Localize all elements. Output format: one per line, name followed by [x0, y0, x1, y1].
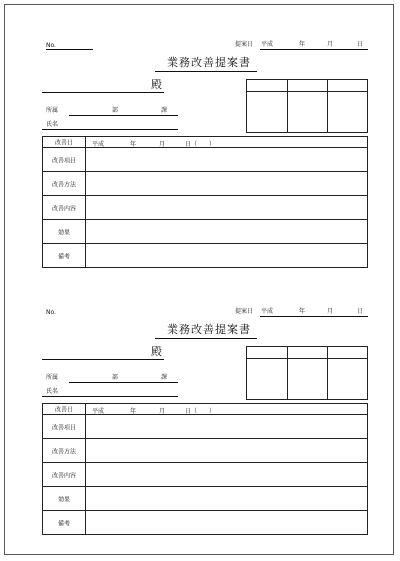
- approval-divider: [327, 347, 328, 399]
- department-field[interactable]: [69, 382, 178, 383]
- header-year: 年: [130, 141, 137, 148]
- row-label: 効果: [57, 496, 70, 503]
- row-label: 改善項目: [51, 157, 76, 164]
- proposal-date-field[interactable]: [260, 316, 368, 317]
- table-row[interactable]: [43, 244, 367, 267]
- header-year: 年: [130, 408, 137, 415]
- table-row[interactable]: [43, 172, 367, 196]
- table-row[interactable]: [43, 196, 367, 220]
- form-title: 業務改善提案書: [167, 56, 251, 69]
- improvement-table: [42, 136, 368, 268]
- bu-label: 部: [112, 107, 119, 114]
- month-label: 月: [327, 41, 334, 48]
- title-underline: [155, 71, 257, 72]
- proposal-date-label: 提案日: [235, 41, 254, 48]
- header-era: 平成: [92, 408, 105, 415]
- header-month: 月: [159, 141, 166, 148]
- no-field[interactable]: [46, 316, 93, 317]
- row-label: 備考: [57, 253, 70, 260]
- header-era: 平成: [92, 141, 105, 148]
- proposal-date-field[interactable]: [260, 49, 368, 50]
- approval-divider: [287, 80, 288, 132]
- table-row[interactable]: [43, 415, 367, 439]
- header-day: 日（ ）: [185, 408, 216, 415]
- ka-label: 課: [161, 107, 168, 114]
- name-field[interactable]: [42, 396, 178, 397]
- department-field[interactable]: [69, 115, 178, 116]
- name-label: 氏名: [46, 388, 59, 395]
- approval-divider: [327, 80, 328, 132]
- no-label: No.: [46, 42, 56, 49]
- approval-divider: [287, 347, 288, 399]
- approval-stamp-box: [246, 346, 368, 400]
- year-label: 年: [299, 308, 306, 315]
- recipient-field[interactable]: [42, 359, 164, 360]
- dono-label: 殿: [151, 78, 162, 91]
- proposal-form-2: [5, 300, 395, 560]
- table-row[interactable]: [43, 439, 367, 463]
- month-label: 月: [327, 308, 334, 315]
- dono-label: 殿: [151, 345, 162, 358]
- table-header-row: [43, 404, 367, 415]
- row-label: 改善内容: [51, 205, 76, 212]
- row-label: 改善項目: [51, 424, 76, 431]
- recipient-field[interactable]: [42, 92, 164, 93]
- day-label: 日: [357, 41, 364, 48]
- approval-header-line: [247, 358, 367, 359]
- table-row[interactable]: [43, 487, 367, 511]
- department-label: 所属: [46, 107, 59, 114]
- bu-label: 部: [112, 374, 119, 381]
- ka-label: 課: [161, 374, 168, 381]
- title-underline: [155, 338, 257, 339]
- era-label: 平成: [261, 41, 274, 48]
- table-header-row: [43, 137, 367, 148]
- row-label: 改善方法: [51, 448, 76, 455]
- improvement-date-label: 改善日: [54, 406, 73, 414]
- proposal-form-1: [5, 33, 395, 293]
- table-row[interactable]: [43, 220, 367, 244]
- row-label: 改善方法: [51, 181, 76, 188]
- era-label: 平成: [261, 308, 274, 315]
- row-label: 効果: [57, 229, 70, 236]
- day-label: 日: [357, 308, 364, 315]
- table-row[interactable]: [43, 463, 367, 487]
- year-label: 年: [299, 41, 306, 48]
- form-sheet: [4, 4, 394, 555]
- table-row[interactable]: [43, 511, 367, 534]
- row-label: 備考: [57, 520, 70, 527]
- table-row[interactable]: [43, 148, 367, 172]
- department-label: 所属: [46, 374, 59, 381]
- form-title: 業務改善提案書: [167, 323, 251, 336]
- proposal-date-label: 提案日: [235, 308, 254, 315]
- header-day: 日（ ）: [185, 141, 216, 148]
- name-field[interactable]: [42, 129, 178, 130]
- no-label: No.: [46, 309, 56, 316]
- approval-header-line: [247, 91, 367, 92]
- improvement-table: [42, 403, 368, 535]
- name-label: 氏名: [46, 121, 59, 128]
- approval-stamp-box: [246, 79, 368, 133]
- row-label: 改善内容: [51, 472, 76, 479]
- improvement-date-label: 改善日: [54, 139, 73, 147]
- no-field[interactable]: [46, 49, 93, 50]
- header-month: 月: [159, 408, 166, 415]
